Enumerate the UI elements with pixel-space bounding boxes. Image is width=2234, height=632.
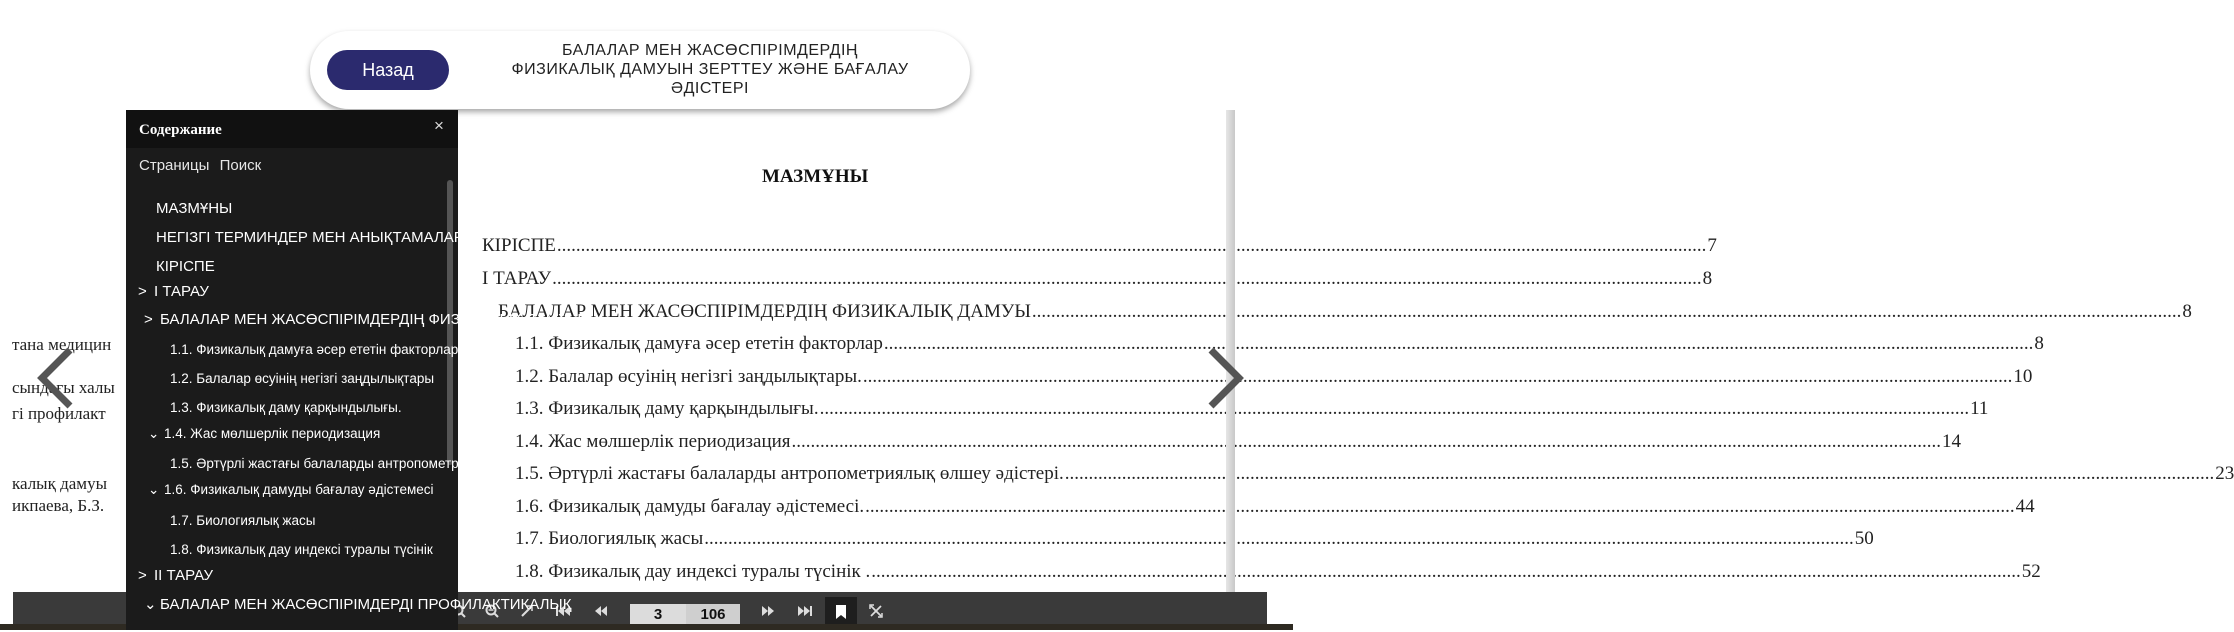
toc-entry[interactable] <box>482 268 1713 292</box>
toc-entry[interactable] <box>515 333 2044 357</box>
toc-entry-label: 1.6. Физикалық дамуды бағалау әдістемесі. <box>515 496 865 517</box>
toc-entry[interactable] <box>515 528 1874 552</box>
back-button[interactable]: Назад <box>327 50 449 90</box>
chevron-down-icon[interactable]: ⌄ <box>148 426 160 441</box>
toc-leader-dots <box>1032 301 2182 323</box>
tab-search[interactable]: Поиск <box>219 157 262 174</box>
header-bar <box>310 31 970 109</box>
toc-entry-label: 1.8. Физикалық дау индексі туралы түсінік . <box>515 561 871 582</box>
next-page-arrow-icon[interactable] <box>1205 346 1245 410</box>
toc-leader-dots <box>704 528 1854 550</box>
right-page <box>460 110 2234 595</box>
toc-entry-page: 50 <box>1854 528 1874 549</box>
toc-entry-label: 1.4. Жас мөлшерлік периодизация <box>515 431 791 452</box>
toc-entry[interactable] <box>515 398 1989 422</box>
sidebar-item-label: МАЗМҰНЫ <box>156 200 233 217</box>
sidebar-item[interactable] <box>148 426 446 442</box>
sidebar-item-label: 1.3. Физикалық даму қарқындылығы. <box>170 400 402 415</box>
sidebar-item[interactable] <box>154 542 446 557</box>
toc-leader-dots <box>820 398 1970 420</box>
toc-entry-page: 52 <box>2021 561 2041 582</box>
sidebar-item[interactable] <box>140 258 446 275</box>
total-pages: 106 <box>686 604 740 626</box>
sidebar-item[interactable] <box>154 400 446 415</box>
toc-entry[interactable] <box>482 235 1717 259</box>
toc-leader-dots <box>863 366 2013 388</box>
left-page-line: икпаева, Б.З. <box>12 496 105 515</box>
sidebar-item[interactable] <box>148 482 446 498</box>
toc-entry-label: 1.2. Балалар өсуінің негізгі заңдылықтары. <box>515 366 862 387</box>
sidebar-item-label: НЕГІЗГІ ТЕРМИНДЕР МЕН АНЫҚТАМАЛАР <box>156 229 464 246</box>
sidebar-item-label: І ТАРАУ <box>154 283 209 300</box>
toc-entry[interactable] <box>515 496 2035 520</box>
toc-heading: МАЗМҰНЫ <box>762 166 869 187</box>
close-icon[interactable]: × <box>434 116 444 135</box>
toc-entry-page: 7 <box>1707 235 1717 256</box>
toc-leader-dots <box>792 431 1942 453</box>
sidebar-item[interactable] <box>140 200 446 217</box>
sidebar-item-label: 1.7. Биологиялық жасы <box>170 513 316 528</box>
book-title <box>460 41 960 98</box>
sidebar-item[interactable] <box>154 513 446 528</box>
sidebar-item-label: 1.2. Балалар өсуінің негізгі заңдылықтары <box>170 371 435 386</box>
sidebar-item[interactable] <box>154 342 459 357</box>
sidebar-item-label: 1.5. Әртүрлі жастағы балаларды антропометриялық <box>170 456 498 471</box>
prev-page-icon[interactable] <box>592 604 610 622</box>
contents-sidebar <box>126 110 582 630</box>
toc-entry-label: БАЛАЛАР МЕН ЖАСӨСПІРІМДЕРДІҢ ФИЗИКАЛЫҚ ДАМУЫ <box>498 301 1031 322</box>
sidebar-item-label: ІІ ТАРАУ <box>154 567 214 584</box>
toc-entry[interactable] <box>515 431 1962 455</box>
sidebar-tabs <box>139 157 267 174</box>
toc-entry-page: 8 <box>2182 301 2192 322</box>
bookmark-button[interactable] <box>825 597 857 627</box>
current-page-input[interactable]: 3 <box>630 604 686 626</box>
toc-entry-label: 1.3. Физикалық даму қарқындылығы. <box>515 398 819 419</box>
toc-entry-page: 44 <box>2015 496 2035 517</box>
sidebar-item-label: БАЛАЛАР МЕН ЖАСӨСПІРІМДЕРДІ ПРОФИЛАКТИКАЛЫҚ <box>160 596 572 613</box>
toc-entry[interactable] <box>498 301 2192 325</box>
chevron-right-icon[interactable]: > <box>144 311 153 328</box>
toc-leader-dots <box>884 333 2034 355</box>
left-page-line: тана медицин <box>12 335 112 354</box>
toc-entry[interactable] <box>515 366 2033 390</box>
toc-entry-label: КІРІСПЕ <box>482 235 556 256</box>
left-page-line: калық дамуы <box>12 474 107 493</box>
last-page-icon[interactable] <box>796 604 814 622</box>
toc-entry[interactable] <box>515 463 2234 487</box>
sidebar-item[interactable] <box>138 567 446 584</box>
toc-leader-dots <box>871 561 2021 583</box>
fullscreen-icon[interactable] <box>867 604 885 622</box>
left-page-line: сындағы халы <box>12 378 115 397</box>
prev-page-arrow-icon[interactable] <box>36 346 76 410</box>
sidebar-item[interactable] <box>154 456 498 471</box>
toc-leader-dots <box>552 268 1702 290</box>
toc-entry-page: 11 <box>1970 398 1989 419</box>
sidebar-item[interactable] <box>144 595 572 613</box>
toc-entry-label: 1.7. Биологиялық жасы <box>515 528 704 549</box>
left-page-line: гі профилакт <box>12 404 106 423</box>
book-title-line: ФИЗИКАЛЫҚ ДАМУЫН ЗЕРТТЕУ ЖӘНЕ БАҒАЛАУ <box>511 61 909 78</box>
sidebar-item-label: КІРІСПЕ <box>156 258 215 275</box>
sidebar-item[interactable] <box>144 311 582 328</box>
sidebar-item[interactable] <box>138 283 446 300</box>
toc-entry-page: 10 <box>2013 366 2033 387</box>
chevron-down-icon[interactable]: ⌄ <box>148 482 160 497</box>
toc-entry-label: 1.1. Физикалық дамуға әсер ететін факторлар <box>515 333 883 354</box>
sidebar-title: Содержание <box>139 122 222 138</box>
sidebar-item-label: 1.1. Физикалық дамуға әсер ететін факторлар <box>170 342 459 357</box>
toc-entry-label: 1.5. Әртүрлі жастағы балаларды антропометриялық өлшеу әдістері. <box>515 463 1064 484</box>
sidebar-item-label: 1.6. Физикалық дамуды бағалау әдістемесі <box>164 482 434 497</box>
chevron-right-icon[interactable]: > <box>138 283 147 300</box>
sidebar-header <box>126 110 458 148</box>
sidebar-item[interactable] <box>154 371 446 386</box>
next-page-icon[interactable] <box>759 604 777 622</box>
left-page <box>0 0 140 630</box>
toc-entry-label: І ТАРАУ <box>482 268 552 289</box>
chevron-down-icon[interactable]: ⌄ <box>144 596 157 613</box>
chevron-right-icon[interactable]: > <box>138 567 147 584</box>
toc-leader-dots <box>557 235 1707 257</box>
tab-pages[interactable]: Страницы <box>139 157 210 174</box>
toc-entry-page: 8 <box>2034 333 2044 354</box>
sidebar-item-label: 1.8. Физикалық дау индексі туралы түсінік <box>170 542 433 557</box>
toc-entry-page: 8 <box>1702 268 1713 289</box>
toc-entry-page: 14 <box>1942 431 1962 452</box>
page-indicator[interactable] <box>630 604 740 626</box>
bookmark-icon <box>825 597 857 627</box>
sidebar-item-label: БАЛАЛАР МЕН ЖАСӨСПІРІМДЕРДІҢ ФИЗИКАЛЫҚ ДАМУЫ <box>160 311 582 328</box>
book-title-line: БАЛАЛАР МЕН ЖАСӨСПІРІМДЕРДІҢ <box>562 42 858 59</box>
toc-entry[interactable] <box>515 561 2041 585</box>
book-title-line: ӘДІСТЕРІ <box>671 80 749 97</box>
toc-leader-dots <box>865 496 2015 518</box>
sidebar-item-label: 1.4. Жас мөлшерлік периодизация <box>164 426 381 441</box>
toc-leader-dots <box>1065 463 2215 485</box>
sidebar-item[interactable] <box>140 229 464 246</box>
toc-entry-page: 23 <box>2215 463 2234 484</box>
